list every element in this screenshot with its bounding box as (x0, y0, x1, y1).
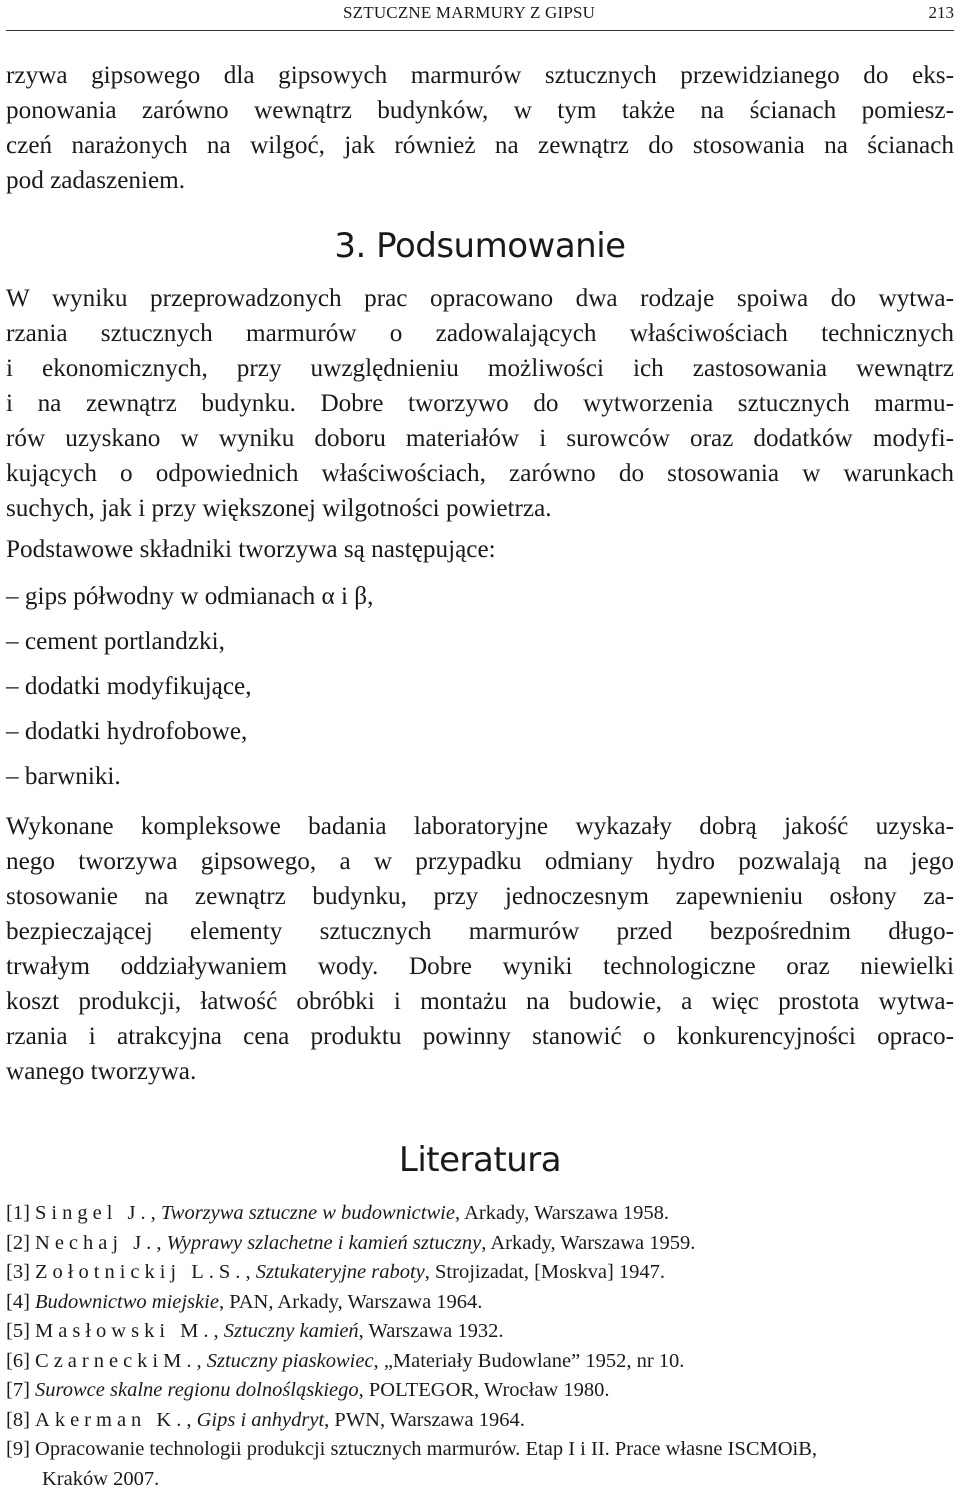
list-item: – gips półwodny w odmianach α i β, (6, 583, 373, 611)
reference-author: Singel J. (35, 1202, 151, 1224)
components-intro: Podstawowe składniki tworzywa są następujące: (6, 536, 496, 564)
reference-details: „Materiały Budowlane” 1952, nr 10. (379, 1350, 685, 1372)
text-line: Wykonane kompleksowe badania laboratoryjne wykazały dobrą jakość uzyska- (6, 809, 954, 844)
text-line: wanego tworzywa. (6, 1054, 954, 1089)
reference-title: Budownictwo miejskie (35, 1291, 219, 1313)
reference-number: [4] (6, 1291, 30, 1313)
reference-author: CzarneckiM. (35, 1350, 196, 1372)
reference-title: Sztukateryjne raboty (256, 1261, 425, 1283)
reference-details: Arkady, Warszawa 1958. (460, 1202, 669, 1224)
text-line: koszt produkcji, łatwość obróbki i montażu na budowie, a więc prostota wytwa- (6, 984, 954, 1019)
running-header (6, 0, 954, 31)
reference-number: [5] (6, 1320, 30, 1342)
reference-details: , PWN, Warszawa 1964. (324, 1409, 525, 1431)
text-line: czeń narażonych na wilgoć, jak również na zewnątrz do stosowania na ścianach (6, 128, 954, 163)
reference-item (6, 1435, 954, 1494)
reference-details: , PAN, Arkady, Warszawa 1964. (219, 1291, 483, 1313)
reference-number: [6] (6, 1350, 30, 1372)
reference-item: [2] Nechaj J., Wyprawy szlachetne i kamień sztuczny, Arkady, Warszawa 1959. (6, 1229, 954, 1259)
text-line: suchych, jak i przy większonej wilgotności powietrza. (6, 491, 954, 526)
reference-item: [6] CzarneckiM., Sztuczny piaskowiec, „Materiały Budowlane” 1952, nr 10. (6, 1347, 954, 1377)
list-item: – barwniki. (6, 763, 121, 791)
reference-author: Nechaj J. (35, 1232, 156, 1254)
text-line: ponowania zarówno wewnątrz budynków, w tym także na ścianach pomiesz- (6, 93, 954, 128)
intro-paragraph (6, 58, 954, 198)
list-item: – cement portlandzki, (6, 628, 225, 656)
reference-title: Sztuczny piaskowiec, (207, 1350, 379, 1372)
text-line: stosowanie na zewnątrz budynku, przy jednoczesnym zapewnieniu osłony za- (6, 879, 954, 914)
literature-heading: Literatura (0, 1140, 960, 1180)
reference-details: , Strojizadat, [Moskva] 1947. (425, 1261, 665, 1283)
section-heading: 3. Podsumowanie (0, 226, 960, 266)
list-item: – dodatki hydrofobowe, (6, 718, 247, 746)
reference-item: [3] Zołotnickij L.S., Sztukateryjne raboty, Strojizadat, [Moskva] 1947. (6, 1258, 954, 1288)
reference-title: Sztuczny kamień (224, 1320, 359, 1342)
reference-number: [1] (6, 1202, 30, 1224)
text-line: rów uzyskano w wyniku doboru materiałów i surowców oraz dodatków modyfi- (6, 421, 954, 456)
reference-number: [8] (6, 1409, 30, 1431)
reference-number: [2] (6, 1232, 30, 1254)
reference-continuation: Kraków 2007. (6, 1465, 954, 1494)
running-title: SZTUCZNE MARMURY Z GIPSU (343, 3, 595, 23)
text-line: nego tworzywa gipsowego, a w przypadku odmiany hydro pozwalają na jego (6, 844, 954, 879)
reference-item: [5] Masłowski M., Sztuczny kamień, Warszawa 1932. (6, 1317, 954, 1347)
conclusion-paragraph (6, 809, 954, 1089)
reference-item (6, 1376, 954, 1406)
text-line: rzania i atrakcyjna cena produktu powinny stanowić o konkurencyjności opraco- (6, 1019, 954, 1054)
text-line: rzania sztucznych marmurów o zadowalających właściwościach technicznych (6, 316, 954, 351)
reference-details: , POLTEGOR, Wrocław 1980. (359, 1379, 610, 1401)
text-line: trwałym oddziaływaniem wody. Dobre wyniki technologiczne oraz niewielki (6, 949, 954, 984)
reference-author: Masłowski M. (35, 1320, 213, 1342)
list-item: – dodatki modyfikujące, (6, 673, 252, 701)
reference-details: Opracowanie technologii produkcji sztucznych marmurów. Etap I i II. Prace własne ISCMOiB, (30, 1438, 817, 1460)
reference-number: [3] (6, 1261, 30, 1283)
reference-author: Akerman K. (35, 1409, 186, 1431)
reference-item (6, 1288, 954, 1318)
reference-item: [8] Akerman K., Gips i anhydryt, PWN, Warszawa 1964. (6, 1406, 954, 1436)
text-line: W wyniku przeprowadzonych prac opracowano dwa rodzaje spoiwa do wytwa- (6, 281, 954, 316)
text-line: pod zadaszeniem. (6, 163, 954, 198)
reference-title: Surowce skalne regionu dolnośląskiego (35, 1379, 359, 1401)
reference-number: [7] (6, 1379, 30, 1401)
reference-list (6, 1199, 954, 1494)
text-line: i na zewnątrz budynku. Dobre tworzywo do wytworzenia sztucznych marmu- (6, 386, 954, 421)
reference-details: , Warszawa 1932. (359, 1320, 504, 1342)
text-line: bezpieczającej elementy sztucznych marmurów przed bezpośrednim długo- (6, 914, 954, 949)
text-line: kujących o odpowiednich właściwościach, zarówno do stosowania w warunkach (6, 456, 954, 491)
text-line: i ekonomicznych, przy uwzględnieniu możliwości ich zastosowania wewnątrz (6, 351, 954, 386)
reference-title: Wyprawy szlachetne i kamień sztuczny (167, 1232, 482, 1254)
reference-author: Zołotnickij L.S. (35, 1261, 245, 1283)
reference-number: [9] (6, 1438, 30, 1460)
reference-item: [1] Singel J., Tworzywa sztuczne w budownictwie, Arkady, Warszawa 1958. (6, 1199, 954, 1229)
page-number: 213 (929, 3, 955, 23)
reference-title: Gips i anhydryt (197, 1409, 325, 1431)
text-line: rzywa gipsowego dla gipsowych marmurów sztucznych przewidzianego do eks- (6, 58, 954, 93)
reference-details: , Arkady, Warszawa 1959. (481, 1232, 695, 1254)
summary-paragraph (6, 281, 954, 526)
reference-title: Tworzywa sztuczne w budownictwie, (161, 1202, 460, 1224)
